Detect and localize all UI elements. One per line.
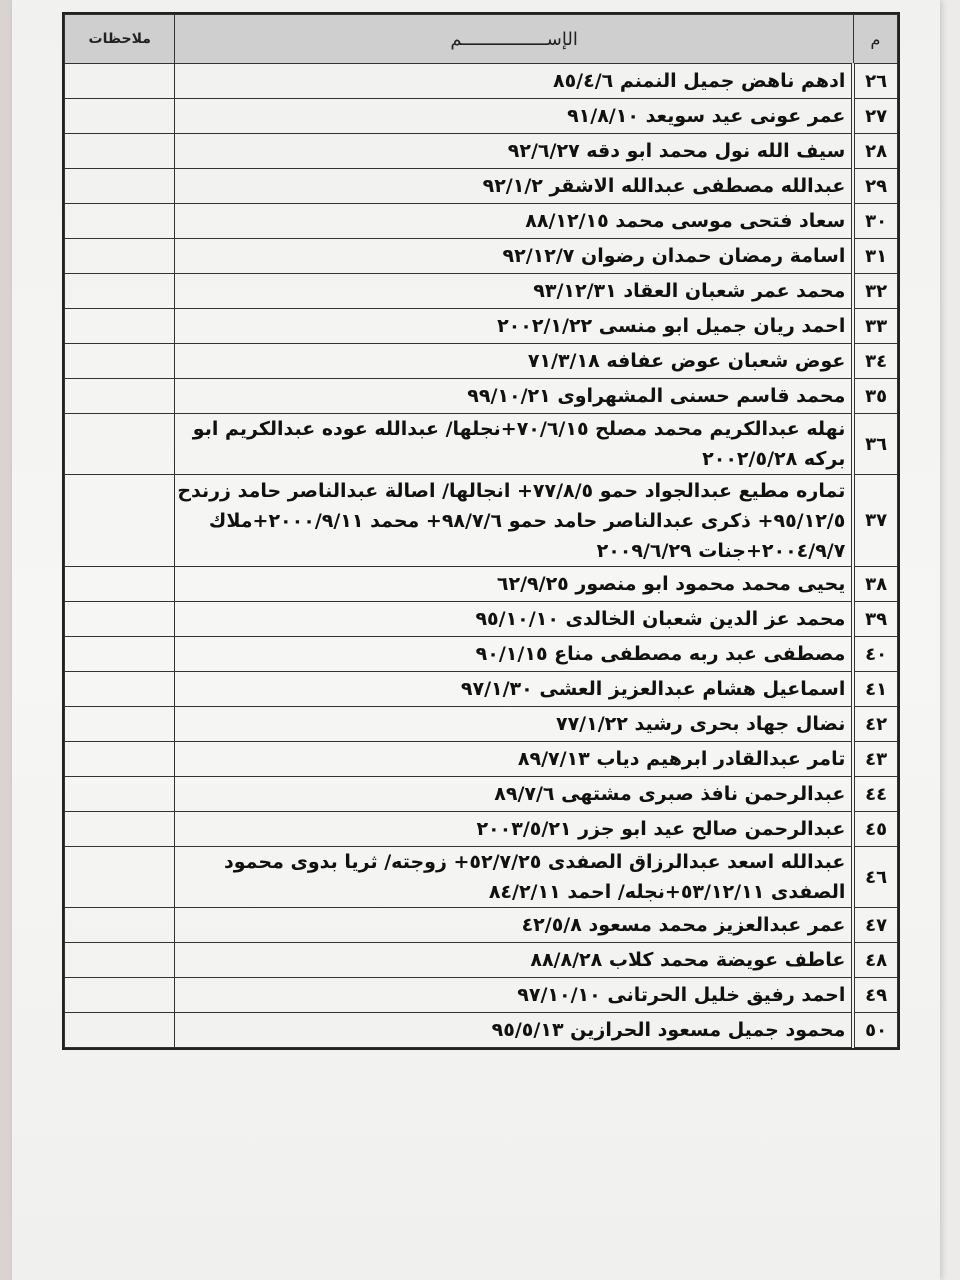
row-notes: [65, 379, 175, 414]
table-row: [65, 99, 898, 134]
row-number: ٤١: [853, 672, 897, 707]
row-notes: [65, 742, 175, 777]
row-number: ٤٦: [853, 847, 897, 908]
table-row: [65, 602, 898, 637]
table-row: [65, 134, 898, 169]
row-notes: [65, 169, 175, 204]
row-name: عبدالله اسعد عبدالرزاق الصفدى ٥٢/٧/٢٥+ زوجته/ ثريا بدوى محمود الصفدى ٥٣/١٢/١١+نجله/ احمد ٨٤/٢/١١: [175, 847, 853, 908]
table-row: [65, 414, 898, 475]
row-name: محمد عز الدين شعبان الخالدى ٩٥/١٠/١٠: [175, 602, 853, 637]
table-row: [65, 204, 898, 239]
row-notes: [65, 602, 175, 637]
header-notes: ملاحظات: [65, 15, 175, 64]
row-name: سيف الله نول محمد ابو دقه ٩٢/٦/٢٧: [175, 134, 853, 169]
row-notes: [65, 672, 175, 707]
row-notes: [65, 812, 175, 847]
row-number: ٤٩: [853, 978, 897, 1013]
row-name: نضال جهاد بحرى رشيد ٧٧/١/٢٢: [175, 707, 853, 742]
row-notes: [65, 978, 175, 1013]
row-number: ٤٥: [853, 812, 897, 847]
row-name: عبدالله مصطفى عبدالله الاشقر ٩٢/١/٢: [175, 169, 853, 204]
row-number: ٤٨: [853, 943, 897, 978]
row-notes: [65, 414, 175, 475]
row-name: عوض شعبان عوض عفافه ٧١/٣/١٨: [175, 344, 853, 379]
table-row: [65, 309, 898, 344]
table-row: [65, 742, 898, 777]
row-number: ٢٧: [853, 99, 897, 134]
table-row: [65, 812, 898, 847]
row-notes: [65, 707, 175, 742]
table-row: [65, 169, 898, 204]
table-row: [65, 908, 898, 943]
table-row: [65, 1013, 898, 1048]
row-number: ٣٥: [853, 379, 897, 414]
table-row: [65, 943, 898, 978]
row-notes: [65, 847, 175, 908]
table-row: [65, 847, 898, 908]
table-row: [65, 637, 898, 672]
row-number: ٢٦: [853, 64, 897, 99]
row-name: محمد قاسم حسنى المشهراوى ٩٩/١٠/٢١: [175, 379, 853, 414]
table-header-row: [65, 15, 898, 64]
row-notes: [65, 309, 175, 344]
row-name: عاطف عويضة محمد كلاب ٨٨/٨/٢٨: [175, 943, 853, 978]
table-row: [65, 707, 898, 742]
table-row: [65, 567, 898, 602]
row-number: ٣٨: [853, 567, 897, 602]
row-notes: [65, 943, 175, 978]
row-name: نهله عبدالكريم محمد مصلح ٧٠/٦/١٥+نجلها/ عبدالله عوده عبدالكريم ابو بركه ٢٠٠٢/٥/٢٨: [175, 414, 853, 475]
row-number: ٢٩: [853, 169, 897, 204]
row-number: ٣٦: [853, 414, 897, 475]
row-name: يحيى محمد محمود ابو منصور ٦٢/٩/٢٥: [175, 567, 853, 602]
row-number: ٤٣: [853, 742, 897, 777]
row-notes: [65, 777, 175, 812]
row-name: عبدالرحمن نافذ صبرى مشتهى ٨٩/٧/٦: [175, 777, 853, 812]
row-name: عمر عبدالعزيز محمد مسعود ٤٢/٥/٨: [175, 908, 853, 943]
table-row: [65, 777, 898, 812]
row-number: ٣٤: [853, 344, 897, 379]
table-row: [65, 379, 898, 414]
row-number: ٤٧: [853, 908, 897, 943]
names-table-container: [62, 12, 900, 1050]
table-row: [65, 274, 898, 309]
table-row: [65, 344, 898, 379]
table-row: [65, 475, 898, 567]
row-number: ٣٧: [853, 475, 897, 567]
row-notes: [65, 204, 175, 239]
row-name: محمد عمر شعبان العقاد ٩٣/١٢/٣١: [175, 274, 853, 309]
table-row: [65, 64, 898, 99]
row-name: عبدالرحمن صالح عيد ابو جزر ٢٠٠٣/٥/٢١: [175, 812, 853, 847]
row-number: ٣٠: [853, 204, 897, 239]
row-name: احمد ريان جميل ابو منسى ٢٠٠٢/١/٢٢: [175, 309, 853, 344]
header-number: م: [853, 15, 897, 64]
row-name: احمد رفيق خليل الحرتانى ٩٧/١٠/١٠: [175, 978, 853, 1013]
row-name: اسامة رمضان حمدان رضوان ٩٢/١٢/٧: [175, 239, 853, 274]
row-name: تامر عبدالقادر ابرهيم دياب ٨٩/٧/١٣: [175, 742, 853, 777]
row-notes: [65, 274, 175, 309]
row-name: مصطفى عبد ربه مصطفى مناع ٩٠/١/١٥: [175, 637, 853, 672]
row-name: تماره مطيع عبدالجواد حمو ٧٧/٨/٥+ انجالها/ اصالة عبدالناصر حامد زرندح ٩٥/١٢/٥+ ذكرى عبدالناصر حامد حمو ٩٨/٧/٦+ محمد ٢٠٠٠/٩/١١+ملاك ٢٠٠٤/٩/٧+جنات ٢٠٠٩/٦/٢٩: [175, 475, 853, 567]
row-name: اسماعيل هشام عبدالعزيز العشى ٩٧/١/٣٠: [175, 672, 853, 707]
row-notes: [65, 567, 175, 602]
row-number: ٣٣: [853, 309, 897, 344]
row-notes: [65, 99, 175, 134]
row-name: عمر عونى عيد سويعد ٩١/٨/١٠: [175, 99, 853, 134]
row-number: ٤٤: [853, 777, 897, 812]
row-notes: [65, 344, 175, 379]
row-notes: [65, 475, 175, 567]
row-notes: [65, 908, 175, 943]
row-notes: [65, 637, 175, 672]
header-name: الإســــــــــــــــم: [175, 15, 853, 64]
row-number: ٤٢: [853, 707, 897, 742]
row-number: ٥٠: [853, 1013, 897, 1048]
row-name: محمود جميل مسعود الحرازين ٩٥/٥/١٣: [175, 1013, 853, 1048]
names-table: [64, 14, 898, 1048]
table-row: [65, 239, 898, 274]
row-number: ٤٠: [853, 637, 897, 672]
row-number: ٣١: [853, 239, 897, 274]
row-name: ادهم ناهض جميل النمنم ٨٥/٤/٦: [175, 64, 853, 99]
row-notes: [65, 64, 175, 99]
row-number: ٢٨: [853, 134, 897, 169]
document-page: [12, 0, 940, 1280]
row-number: ٣٢: [853, 274, 897, 309]
row-notes: [65, 239, 175, 274]
row-number: ٣٩: [853, 602, 897, 637]
table-row: [65, 978, 898, 1013]
table-row: [65, 672, 898, 707]
row-notes: [65, 134, 175, 169]
row-name: سعاد فتحى موسى محمد ٨٨/١٢/١٥: [175, 204, 853, 239]
row-notes: [65, 1013, 175, 1048]
